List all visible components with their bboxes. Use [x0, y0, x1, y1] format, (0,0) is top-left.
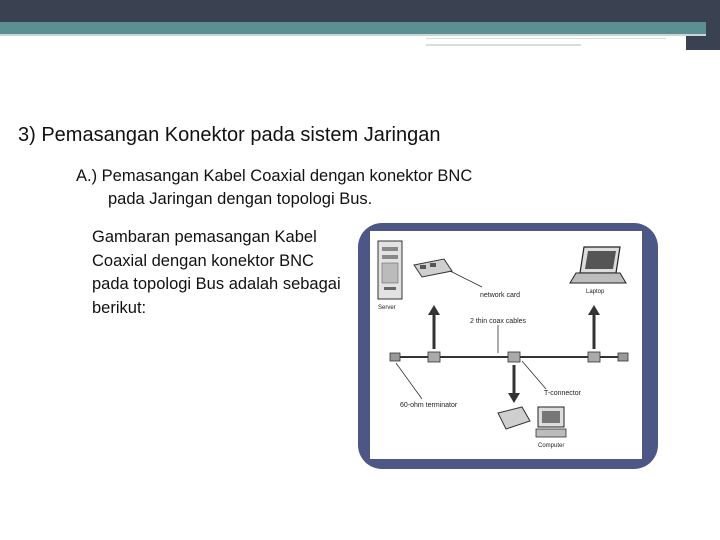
accent-band [0, 22, 706, 34]
terminator-left-icon [390, 353, 400, 361]
arrow-up-right-icon [588, 305, 600, 349]
t-connector-middle-icon [508, 352, 520, 362]
terminator-pointer [396, 363, 422, 399]
laptop-icon [570, 247, 626, 283]
decorative-line-short [426, 44, 581, 46]
t-connector-label: T-connector [544, 390, 581, 397]
subheading-line-1: A.) Pemasangan Kabel Coaxial dengan konektor BNC [76, 167, 473, 185]
t-connector-right-icon [588, 352, 600, 362]
slide-title: 3) Pemasangan Konektor pada sistem Jaringan [18, 124, 441, 146]
subheading [76, 165, 472, 211]
network-card-pointer [450, 271, 482, 287]
network-card-icon [414, 259, 452, 277]
t-connector-pointer [522, 361, 546, 389]
network-card-label: network card [480, 292, 521, 299]
computer-icon [498, 407, 566, 437]
laptop-label: Laptop [586, 289, 605, 295]
computer-label: Computer [538, 443, 565, 449]
accent-line [0, 34, 706, 36]
diagram-canvas [370, 231, 642, 459]
terminator-right-icon [618, 353, 628, 361]
t-connector-left-icon [428, 352, 440, 362]
arrow-down-icon [508, 365, 520, 403]
cables-label: 2 thin coax cables [470, 318, 527, 325]
subheading-line-2: pada Jaringan dengan topologi Bus. [108, 190, 373, 208]
terminator-label: 60-ohm terminator [400, 402, 458, 409]
top-bar [0, 0, 720, 22]
diagram-frame [358, 223, 658, 469]
bus-topology-diagram [370, 231, 642, 459]
decorative-line [426, 38, 666, 39]
server-label: Server [378, 305, 396, 311]
arrow-up-left-icon [428, 305, 440, 349]
server-icon [378, 241, 402, 299]
description-text: Gambaran pemasangan Kabel Coaxial dengan konektor BNC pada topologi Bus adalah sebagai berikut: [92, 228, 341, 317]
